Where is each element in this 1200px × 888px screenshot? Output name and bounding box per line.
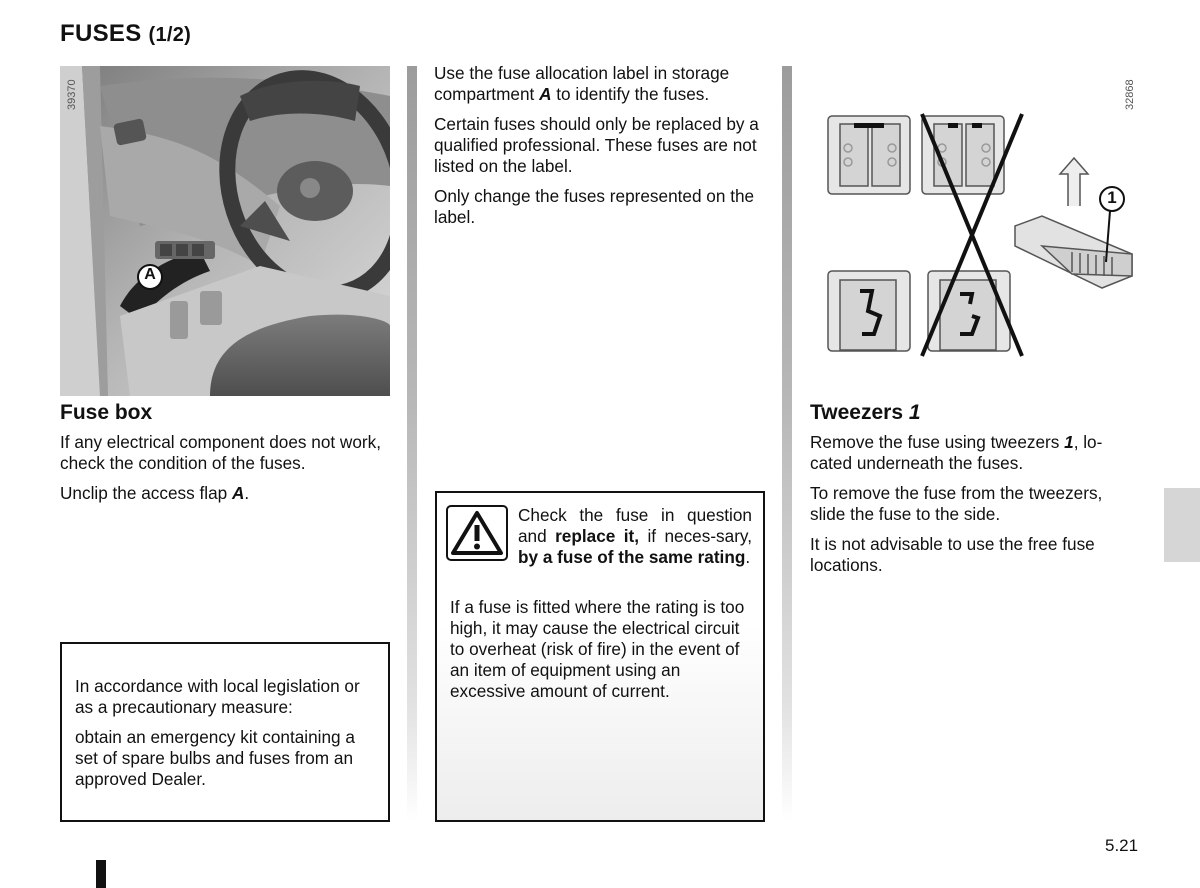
chapter-tab [1164, 488, 1200, 562]
middle-paragraph-2: Certain fuses should only be replaced by a qualified professional. These fuses are not listed on the label. [434, 114, 759, 176]
column-divider-right [782, 66, 792, 821]
page-title [60, 20, 191, 48]
crop-mark [96, 860, 106, 888]
page-number: 5.21 [1105, 836, 1139, 855]
note-paragraph-2: obtain an emergency kit containing a set of spare bulbs and fuses from an approved Dealer. [75, 727, 355, 789]
page-title-text: FUSES [60, 20, 142, 47]
note-paragraph-1: In accordance with local legislation or as a precautionary measure: [75, 676, 360, 717]
warning-triangle-icon [446, 505, 508, 561]
emergency-kit-note-box [60, 642, 390, 822]
right-column [810, 402, 1140, 585]
middle-column [434, 63, 764, 237]
fuse-box-paragraph-1: If any electrical component does not work, check the condition of the fuses. [60, 432, 381, 473]
left-column [60, 402, 390, 513]
middle-paragraph-3: Only change the fuses represented on the label. [434, 186, 755, 227]
image-id-left: 39370 [66, 79, 78, 110]
column-divider-left [407, 66, 417, 821]
callout-1-label: 1 [1107, 188, 1117, 207]
tweezers-heading: Tweezers 1 [810, 401, 921, 424]
tweezers-paragraph-3: It is not advisable to use the free fuse locations. [810, 534, 1095, 575]
tweezers-paragraph-1: Remove the fuse using tweezers 1, lo-cated underneath the fuses. [810, 432, 1103, 473]
fuse-box-paragraph-2: Unclip the access flap A. [60, 483, 250, 503]
fuse-box-heading: Fuse box [60, 401, 153, 424]
middle-paragraph-1: Use the fuse allocation label in storage compartment A to identify the fuses. [434, 63, 730, 104]
page-title-suffix: (1/2) [148, 24, 192, 46]
fuse-box-location-illustration [60, 66, 390, 396]
fuse-tweezers-illustration [810, 66, 1140, 396]
image-id-right: 32868 [1124, 79, 1136, 110]
callout-a-label: A [144, 266, 156, 283]
tweezers-paragraph-2: To remove the fuse from the tweezers, slide the fuse to the side. [810, 483, 1103, 524]
warning-paragraph-2: If a fuse is fitted where the rating is too high, it may cause the electrical circuit to overheat (risk of fire) in the event of an item of equipment using an excessive amount of current. [450, 597, 745, 701]
warning-paragraph-1: Check the fuse in question and replace it, if neces-sary, by a fuse of the same rating. [518, 505, 753, 567]
fuse-rating-warning-box [435, 491, 765, 822]
